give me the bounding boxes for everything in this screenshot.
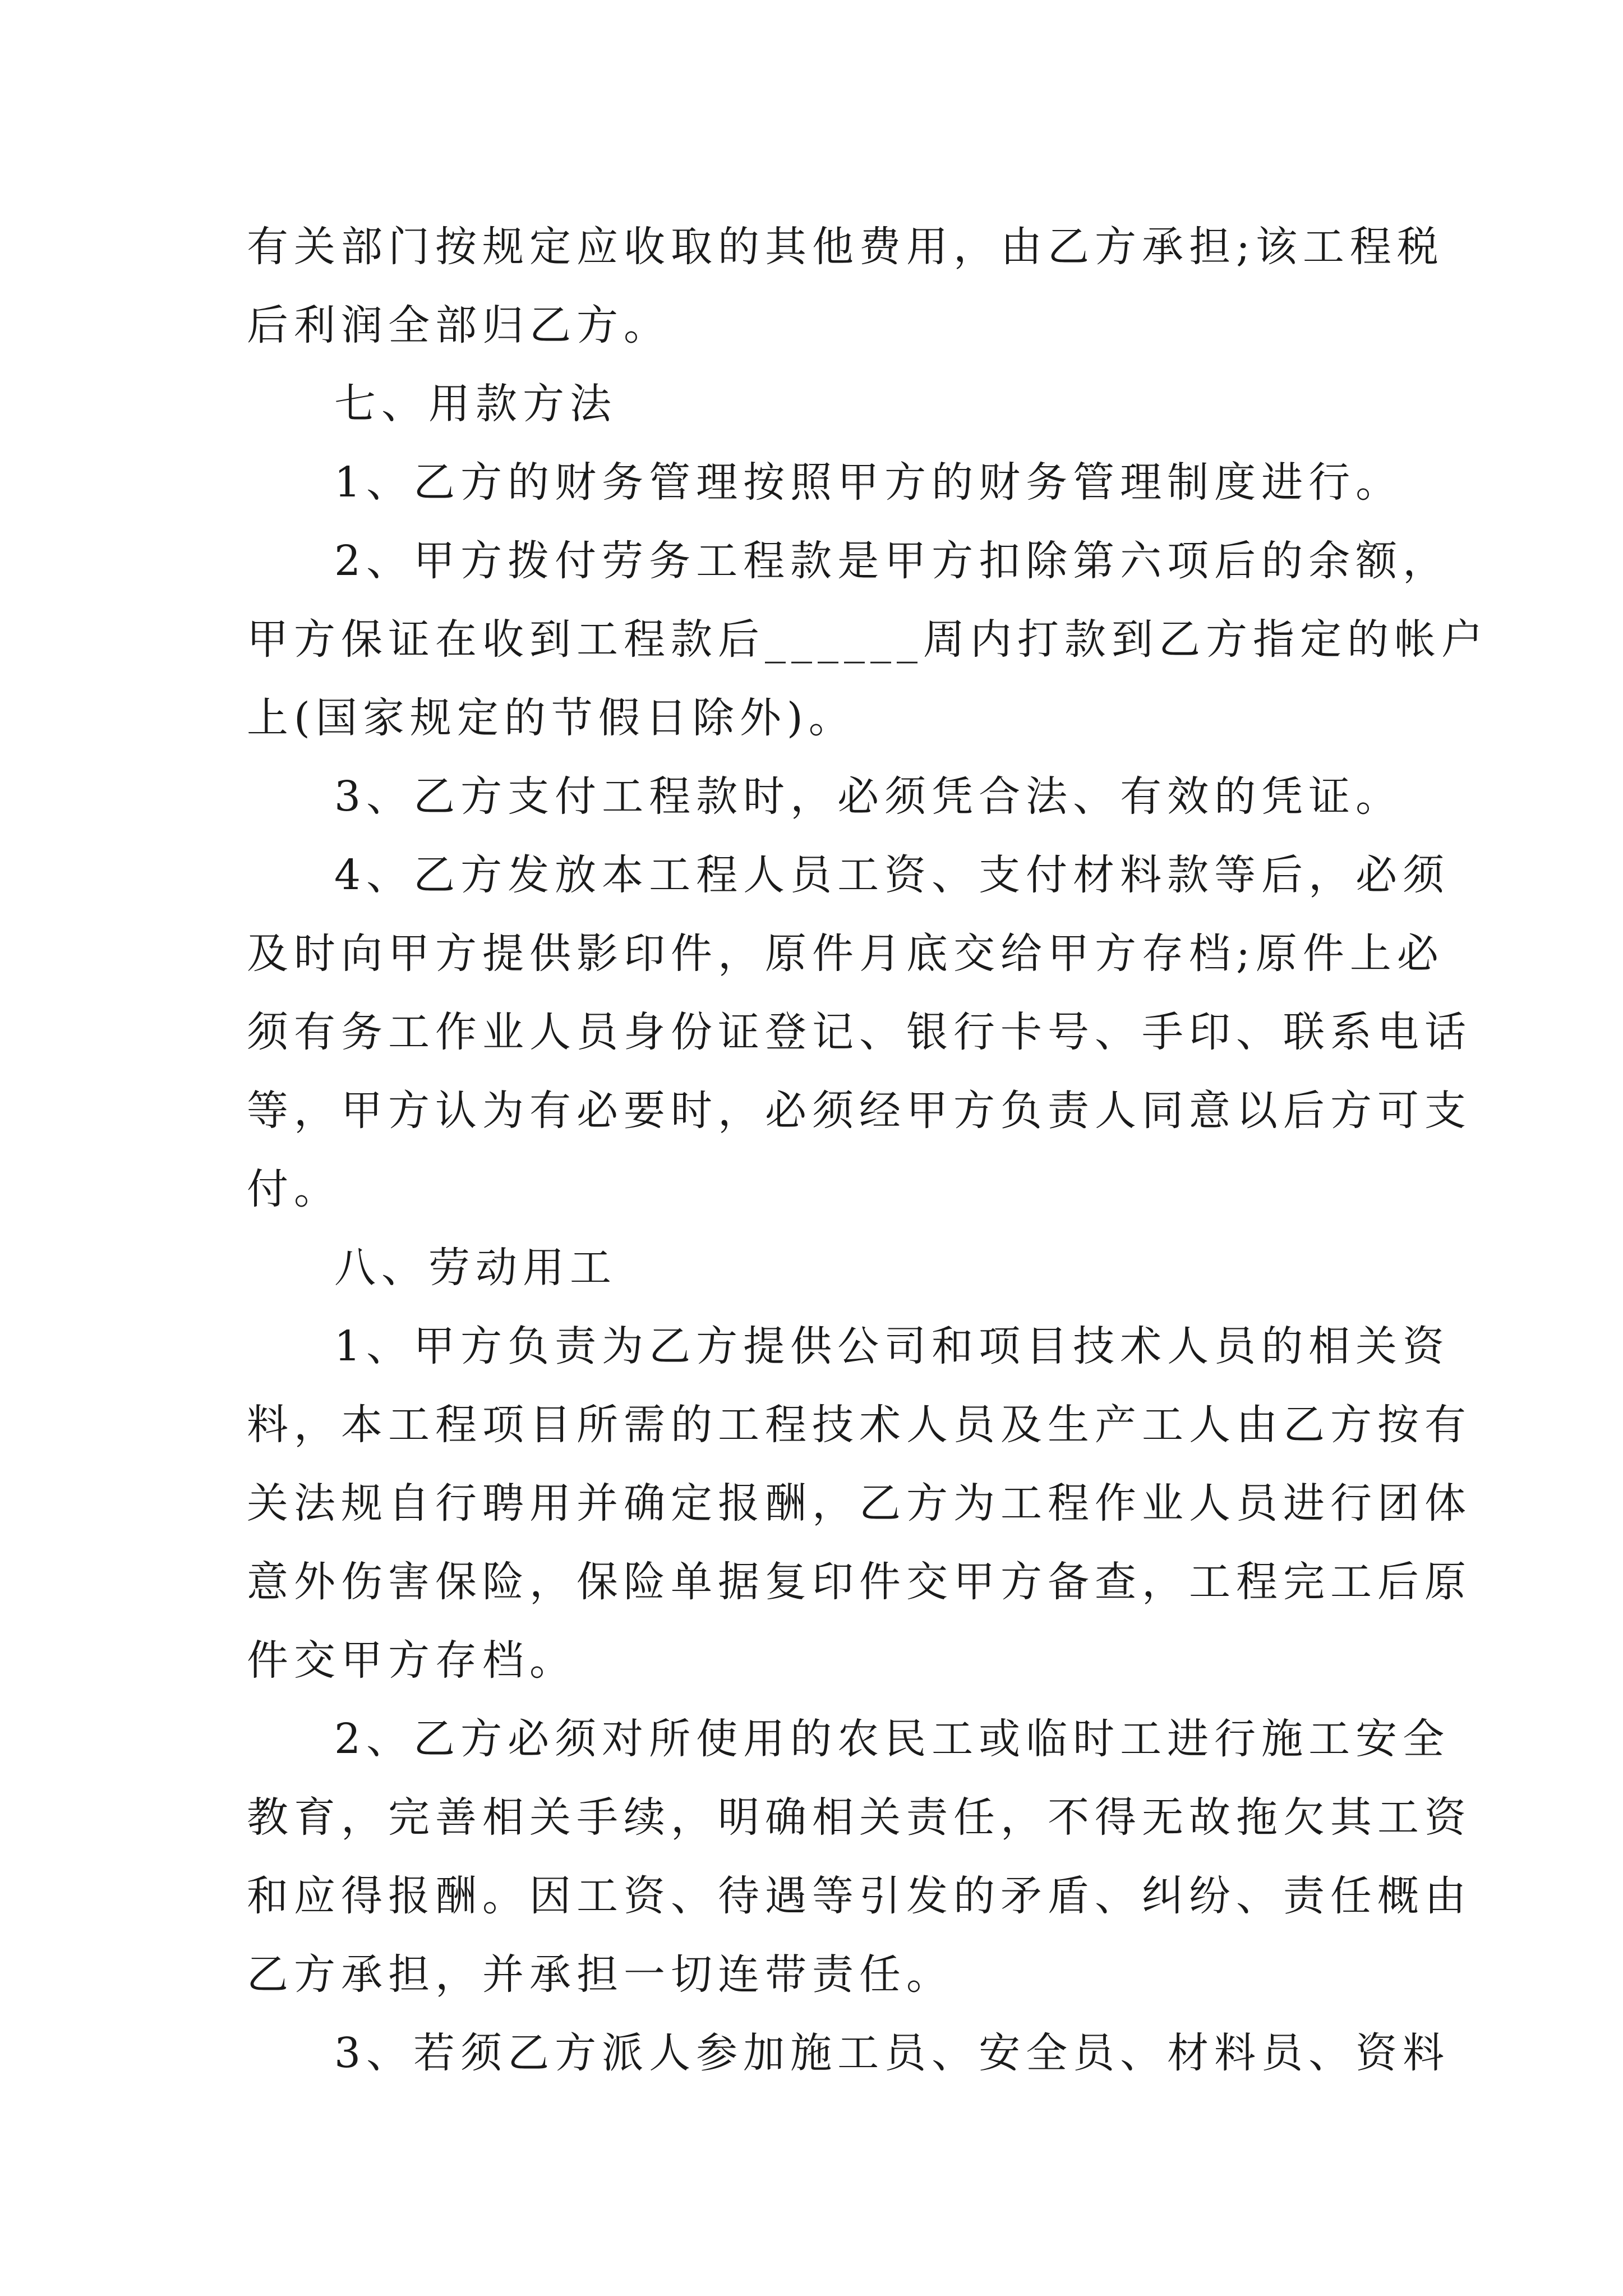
text-line: 及时向甲方提供影印件，原件月底交给甲方存档;原件上必 [247, 930, 1444, 978]
text-line: 2、甲方拨付劳务工程款是甲方扣除第六项后的余额， [334, 537, 1450, 585]
section-heading-8: 八、劳动用工 [334, 1244, 617, 1292]
text-line: 3、若须乙方派人参加施工员、安全员、材料员、资料 [334, 2029, 1450, 2077]
text-line: 4、乙方发放本工程人员工资、支付材料款等后，必须 [334, 851, 1450, 899]
text-line: 意外伤害保险，保险单据复印件交甲方备查，工程完工后原 [247, 1558, 1472, 1606]
text-line: 料，本工程项目所需的工程技术人员及生产工人由乙方按有 [247, 1401, 1472, 1449]
text-line: 和应得报酬。因工资、待遇等引发的矛盾、纠纷、责任概由 [247, 1872, 1472, 1920]
text-line: 1、甲方负责为乙方提供公司和项目技术人员的相关资 [334, 1322, 1450, 1370]
text-line: 付。 [247, 1165, 341, 1213]
text-line: 后利润全部归乙方。 [247, 301, 671, 349]
text-line: 2、乙方必须对所使用的农民工或临时工进行施工安全 [334, 1715, 1450, 1763]
text-line: 3、乙方支付工程款时，必须凭合法、有效的凭证。 [334, 772, 1403, 821]
text-line: 关法规自行聘用并确定报酬，乙方为工程作业人员进行团体 [247, 1479, 1472, 1527]
text-line: 有关部门按规定应收取的其他费用，由乙方承担;该工程税 [247, 223, 1444, 271]
text-line: 件交甲方存档。 [247, 1636, 577, 1685]
text-line: 上(国家规定的节假日除外)。 [247, 694, 856, 742]
text-line: 等，甲方认为有必要时，必须经甲方负责人同意以后方可支 [247, 1087, 1472, 1135]
text-line: 教育，完善相关手续，明确相关责任，不得无故拖欠其工资 [247, 1793, 1472, 1842]
text-line: 甲方保证在收到工程款后______周内打款到乙方指定的帐户 [247, 615, 1488, 664]
text-line: 乙方承担，并承担一切连带责任。 [247, 1950, 953, 1999]
text-line: 1、乙方的财务管理按照甲方的财务管理制度进行。 [334, 458, 1403, 507]
section-heading-7: 七、用款方法 [334, 380, 617, 428]
text-line: 须有务工作业人员身份证登记、银行卡号、手印、联系电话 [247, 1008, 1472, 1056]
